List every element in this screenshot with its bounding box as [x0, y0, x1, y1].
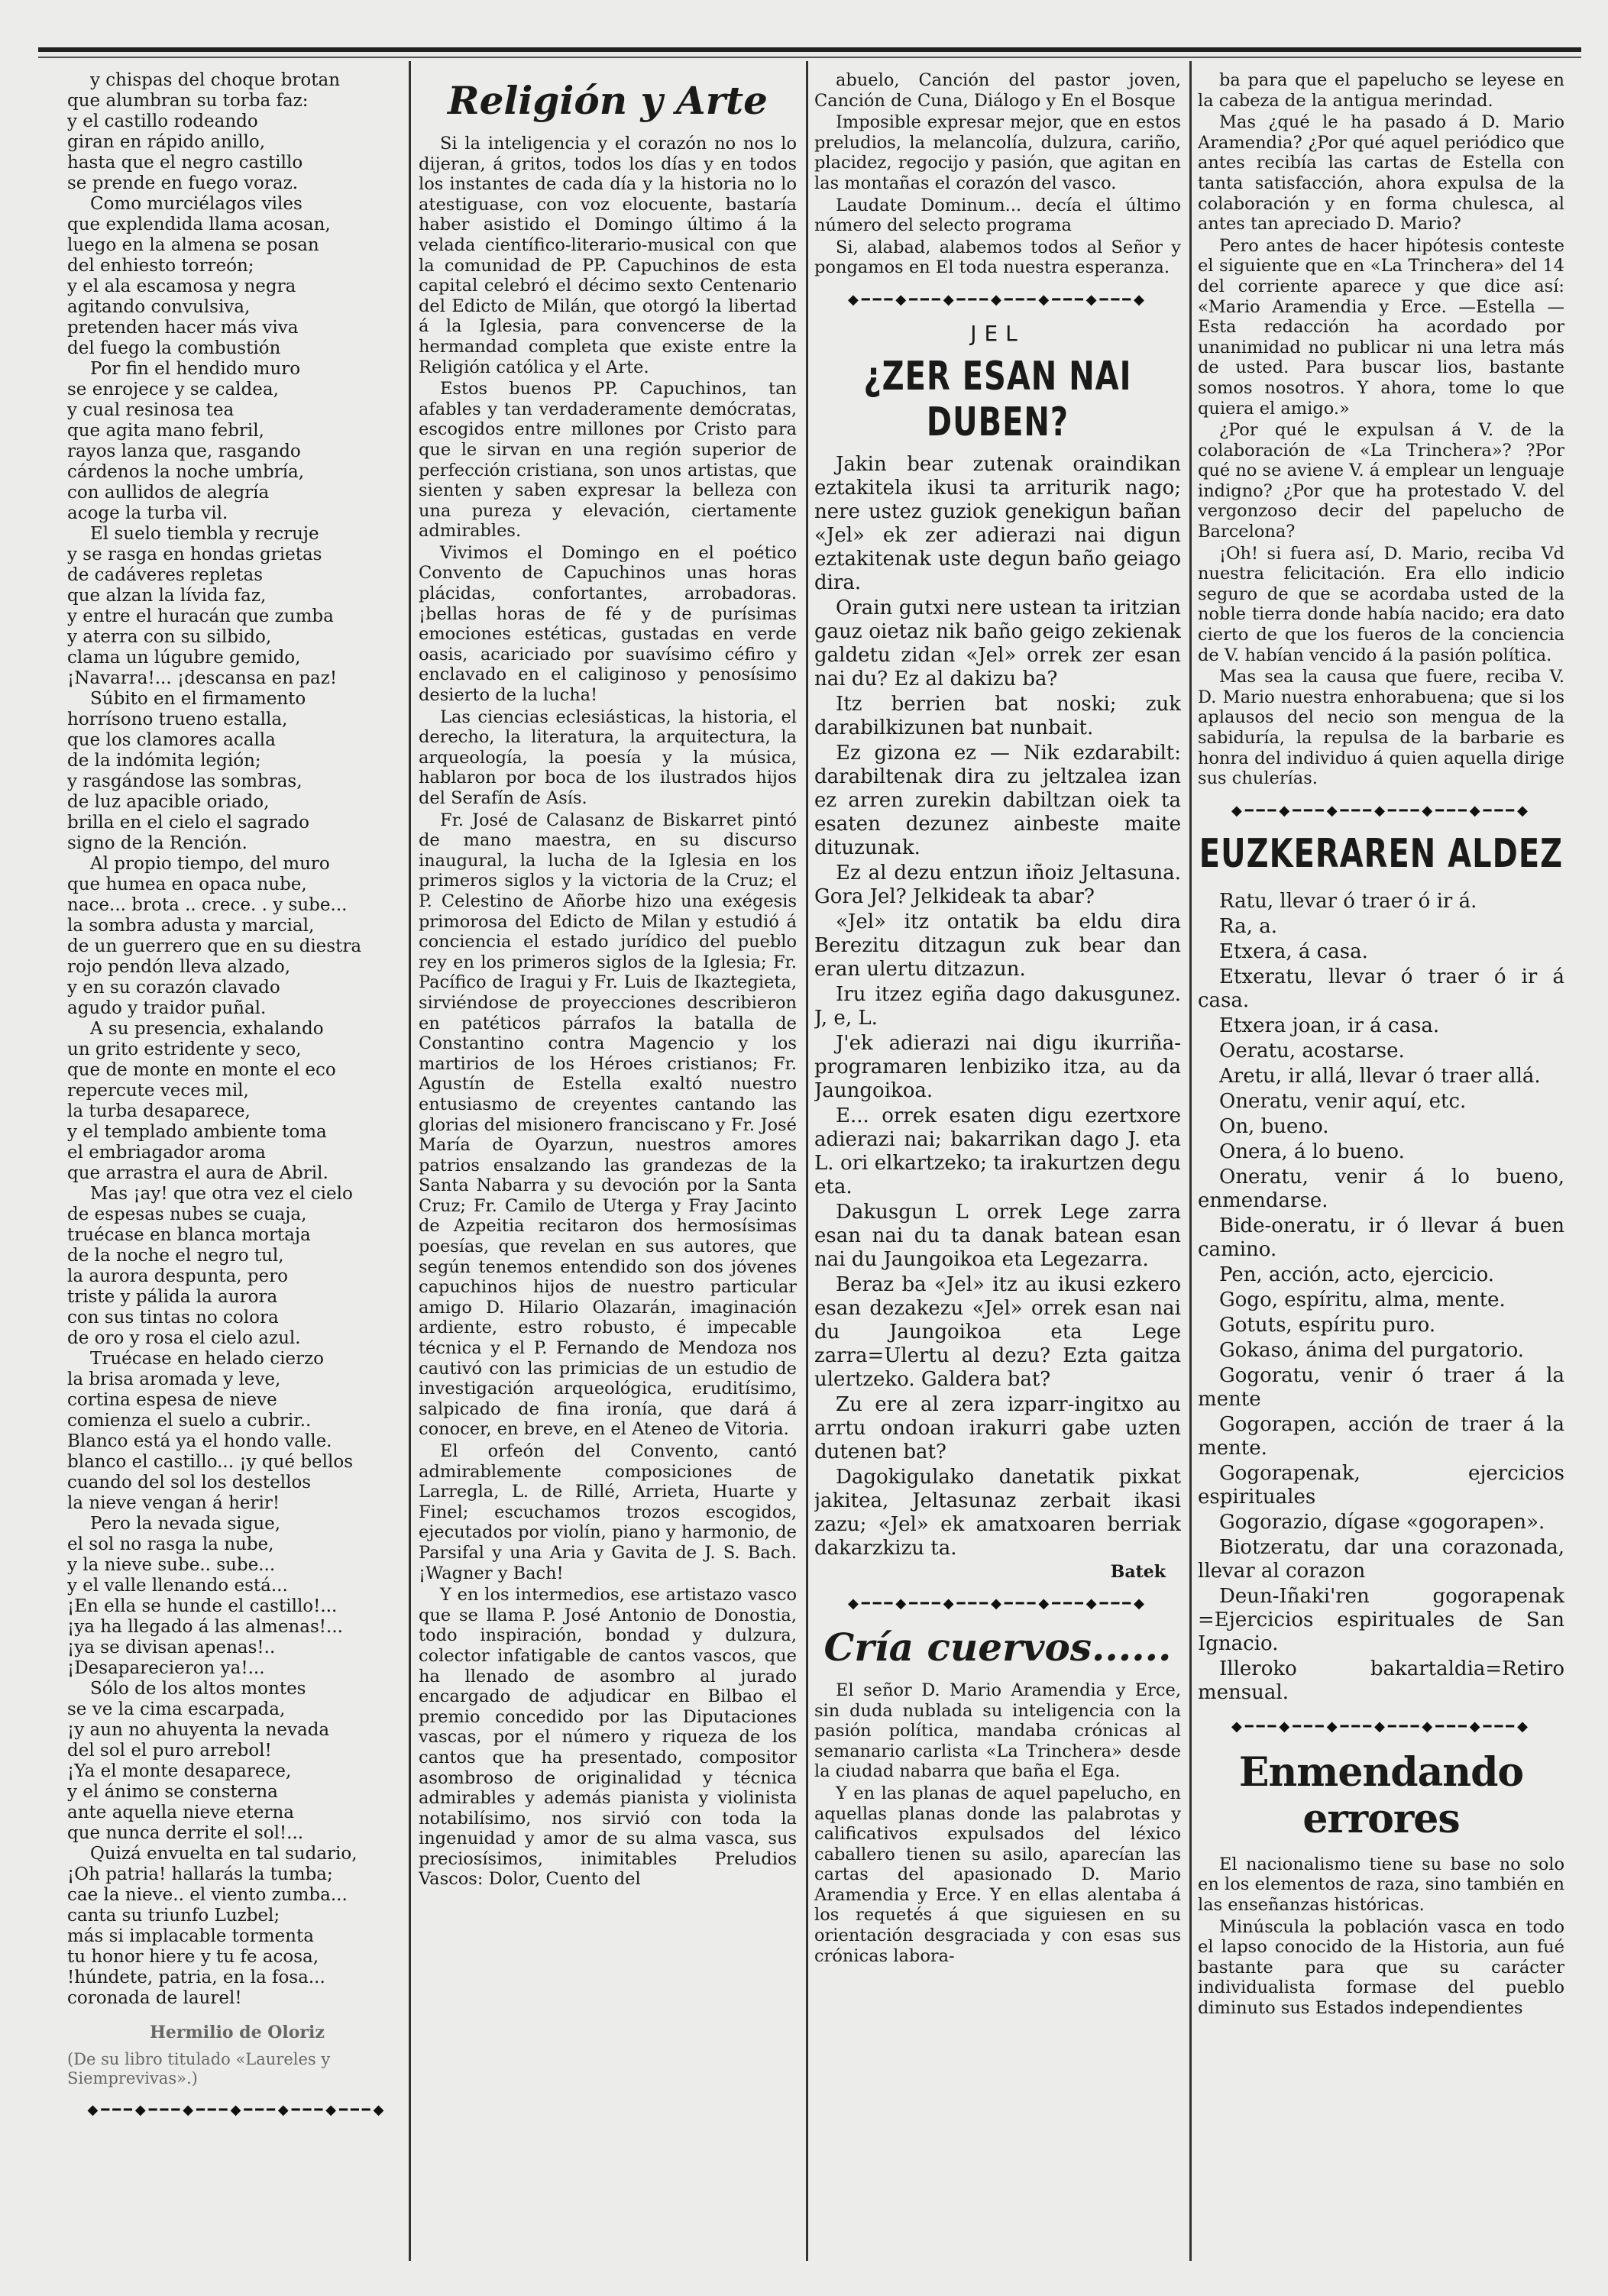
- poem-verse: que agita mano febril,: [67, 421, 264, 441]
- article-body-enmendando-errores: [1198, 1855, 1564, 2019]
- poem-verse: que nunca derrite el sol!...: [67, 1823, 304, 1843]
- paragraph: Gogo, espíritu, alma, mente.: [1219, 1288, 1506, 1311]
- ornament-divider: ◆━━━◆━━━◆━━━◆━━━◆━━━◆━━━◆: [87, 2102, 387, 2117]
- paragraph: ¡Oh! si fuera así, D. Mario, reciba Vd nuestra felicitación. Era ello indicio seguro de que se acordaba usted de la noble tierra donde había nacido; era dato cierto de que los fueros de la conciencia de V. habían vencido á la pasión política.: [1198, 543, 1564, 665]
- article-heading-zer-esan: ¿ZER ESAN NAI DUBEN?: [863, 354, 1132, 445]
- article-body-zer-esan: [814, 453, 1181, 1560]
- poem-verse: cárdenos la noche umbría,: [67, 462, 305, 482]
- paragraph: Deun-Iñaki'ren gogorapenak =Ejercicios espirituales de San Ignacio.: [1198, 1584, 1564, 1655]
- paragraph: Si la inteligencia y el corazón no nos lo dijeran, á gritos, todos los días y en todos los instantes de cada día y la historia no lo atestiguase, con voz elocuente, bastaría haber asistido el Domingo último á la velada científico-literario-musical con que la comunidad de PP. Capuchinos de esta capital celebró el décimo sexto Centenario del Edicto de Milán, que otorgó la libertad á la Iglesia, para convencerse de la hermandad completa que existe entre la Religión católica y el Arte.: [419, 134, 797, 377]
- paragraph: Fr. José de Calasanz de Biskarret pintó de mano maestra, en su discurso inaugural, la lucha de la Iglesia en los primeros siglos y la victoria de la Cruz; el P. Celestino de Añorbe hizo una exégesis primorosa del Edicto de Milan y estudió á conciencia el estado jurídico del pueblo rey en los primeros siglos de la Iglesia; Fr. Pacífico de Iragui y Fr. Luis de Ikaztegieta, sirviéndose de proyecciones describieron en patéticos párrafos la batalla de Constantino contra Magencio y los martirios de los Héroes cristianos; Fr. Agustín de Estella exaltó nuestro entusiasmo de creyentes cantando las glorias del misionero franciscano y Fr. José María de Oyarzun, nuestros amores patrios ensalzando las grandezas de la Santa Nabarra y su devoción por la Santa Cruz; Fr. Camilo de Uterga y Fray Jacinto de Azpeitia recitaron dos hermosísimas poesías, que revelan en sus autores, que según tenemos entendido son dos jóvenes capuchinos hijos de nuestro particular amigo D. Hilario Olazarán, imaginación ardiente, estro robusto, é impecable técnica y el P. Fernando de Mendoza nos cautivó con las primicias de un estudio de investigación arqueológica, eruditísimo, salpicado de fina ironía, que dará á conocer, en breve, en el Ateneo de Vitoria.: [419, 810, 797, 1440]
- poem-verse: la aurora despunta, pero: [67, 1266, 289, 1286]
- jel-column: [814, 70, 1181, 2278]
- paragraph: J'ek adierazi nai digu ikurriña-programaren lenbiziko itza, au da Jaungoikoa.: [814, 1031, 1181, 1102]
- poem-verse: ¡Oh patria! hallarás la tumba;: [67, 1864, 333, 1884]
- poem-verse: el embriagador aroma: [67, 1143, 266, 1163]
- poem-verse: horrísono trueno estalla,: [67, 710, 288, 729]
- paragraph: Y en las planas de aquel papelucho, en aquellas planas donde las palabrotas y calificativos expulsados del léxico caballero tienen su asilo, aparecían las cartas del apasionado D. Mario Aramendia y Erce. Y en ellas alentaba á los requetés á que siguiesen en su orientación desgraciada y con esas sus crónicas labora-: [814, 1783, 1181, 1966]
- poem-verse: Súbito en el firmamento: [90, 689, 306, 709]
- poem-verse: y el templado ambiente toma: [67, 1122, 327, 1142]
- paragraph: Orain gutxi nere ustean ta iritzian gauz oietaz nik baño geigo zekienak galdetu zidan «Jel» orrek zer esan nai du? Ez al dakizu ba?: [814, 596, 1181, 690]
- poem-verse: que los clamores acalla: [67, 730, 276, 750]
- poem-verse: de un guerrero que en su diestra: [67, 936, 362, 956]
- poem-verse: que humea en opaca nube,: [67, 875, 307, 894]
- poem-verse: A su presencia, exhalando: [90, 1019, 324, 1039]
- paragraph: Aretu, ir allá, llevar ó traer allá.: [1219, 1064, 1541, 1088]
- poem-verse: con aullidos de alegría: [67, 483, 270, 503]
- poem-verse: de la noche el negro tul,: [67, 1246, 284, 1266]
- poem-verse: Como murciélagos viles: [90, 194, 303, 214]
- poem-verse: pretenden hacer más viva: [67, 318, 299, 338]
- article-heading-enmendando-errores: Enmendando errores: [1238, 1748, 1524, 1842]
- poem-verse: clama un lúgubre gemido,: [67, 648, 301, 668]
- poem-verse: y aterra con su silbido,: [67, 627, 272, 647]
- paragraph: Illeroko bakartaldia=Retiro mensual.: [1198, 1657, 1564, 1704]
- paragraph: E... orrek esaten digu ezertxore adierazi nai; bakarrikan dago J. eta L. ori elkartzeko; ta irakurtzen degu eta.: [814, 1104, 1181, 1198]
- poem-verse: Por fin el hendido muro: [90, 359, 301, 379]
- poem-verse: la brisa aromada y leve,: [67, 1370, 281, 1389]
- poem-verse: la nieve vengan á herir!: [67, 1493, 280, 1513]
- poem-verse: signo de la Rención.: [67, 833, 248, 853]
- paragraph: Mas ¿qué le ha pasado á D. Mario Aramendia? ¿Por qué aquel periódico que antes recibía las cartas de Estella con tanta satisfacción, ahora expulsa de la colaboración y en forma chulesca, al antes tan apreciado D. Mario?: [1198, 112, 1564, 234]
- paragraph: Ez gizona ez — Nik ezdarabilt: darabiltenak dira zu jeltzalea izan ez arren zurekin dabiltzan oiek ta esaten dezunez ainbeste maite dituzunak.: [814, 741, 1181, 859]
- euzkera-column: [1198, 70, 1564, 2278]
- paragraph: Gogorapenak, ejercicios espirituales: [1198, 1461, 1564, 1509]
- ornament-divider: ◆━━━◆━━━◆━━━◆━━━◆━━━◆━━━◆: [1231, 802, 1531, 818]
- article-signature: Batek: [1110, 1561, 1166, 1582]
- article-continuation: [1198, 70, 1564, 789]
- poem-verse: tu honor hiere y tu fe acosa,: [67, 1947, 319, 1967]
- poem-verse: rojo pendón lleva alzado,: [67, 957, 291, 977]
- poem-verse: canta su triunfo Luzbel;: [67, 1906, 280, 1926]
- poem-verse: la sombra adusta y marcial,: [67, 916, 315, 936]
- poem-verse: cortina espesa de nieve: [67, 1390, 277, 1410]
- ornament-divider: ◆━━━◆━━━◆━━━◆━━━◆━━━◆━━━◆: [1231, 1718, 1531, 1734]
- top-rule: [38, 47, 1581, 52]
- poem-verse: de la indómita legión;: [67, 751, 261, 771]
- poem-verse: y el ánimo se consterna: [67, 1782, 278, 1802]
- paragraph: Jakin bear zutenak oraindikan eztakitela ikusi ta arriturik nago; nere ustez guziok genekigun bañan «Jel» ek zer adierazi nai digun eztakitenak uste degun baño geiago dira.: [814, 452, 1181, 594]
- paragraph: Oneratu, venir aquí, etc.: [1219, 1089, 1467, 1113]
- poem-verse: ¡Desaparecieron ya!...: [67, 1658, 265, 1678]
- paragraph: Estos buenos PP. Capuchinos, tan afables y tan verdaderamente demócratas, escogidos entre millones por Cristo para que le sirvan en una región superior de perfección cristiana, son unos artistas, que sienten y saben expresar la belleza con una pureza y elevación, ciertamente admirables.: [419, 379, 797, 542]
- article-body-religion-arte: [419, 134, 797, 1890]
- poem-verse: repercute veces mil,: [67, 1081, 249, 1101]
- article-body-euzkeraren-aldez: [1198, 890, 1564, 1705]
- paragraph: El nacionalismo tiene su base no solo en los elementos de raza, sino también en las enseñanzas históricas.: [1198, 1854, 1564, 1915]
- poem-verse: blanco el castillo... ¡y qué bellos: [67, 1452, 354, 1472]
- poem-verse: giran en rápido anillo,: [67, 132, 266, 152]
- poem-verse: coronada de laurel!: [67, 1988, 242, 2008]
- paragraph: On, bueno.: [1219, 1114, 1329, 1138]
- paragraph: Ez al dezu entzun iñoiz Jeltasuna. Gora Jel? Jelkideak ta abar?: [814, 861, 1181, 908]
- poem-verse: El suelo tiembla y recruje: [90, 524, 319, 544]
- poem-verse: de espesas nubes se cuaja,: [67, 1205, 307, 1224]
- poem-verse: comienza el suelo a cubrir..: [67, 1411, 312, 1431]
- paragraph: «Jel» itz ontatik ba eldu dira Berezitu ditzagun zuk bear dan eran ulertu ditzazun.: [814, 910, 1181, 981]
- paragraph: Oneratu, venir á lo bueno, enmendarse.: [1198, 1165, 1564, 1212]
- paragraph: Onera, á lo bueno.: [1219, 1140, 1405, 1163]
- column-divider: [409, 61, 411, 2261]
- poem-verse: más si implacable tormenta: [67, 1926, 314, 1946]
- paragraph: Etxeratu, llevar ó traer ó ir á casa.: [1198, 965, 1564, 1012]
- poem-signature: Hermilio de Oloriz: [150, 2023, 325, 2042]
- paragraph: Gogoratu, venir ó traer á la mente: [1198, 1363, 1564, 1411]
- article-continuation: [814, 70, 1181, 278]
- poem-column: [67, 70, 407, 2278]
- paragraph: El orfeón del Convento, cantó admirablemente composiciones de Larregla, L. de Rillé, Arrieta, Huarte y Finel; escuchamos trozos escogidos, ejecutados por violín, piano y harmonio, de Parsifal y una Aria y Gavita de J. S. Bach. ¡Wagner y Bach!: [419, 1441, 797, 1583]
- paragraph: Ratu, llevar ó traer ó ir á.: [1219, 889, 1477, 913]
- paragraph: Itz berrien bat noski; zuk darabilkizunen bat nunbait.: [814, 692, 1181, 739]
- poem-verse: Truécase en helado cierzo: [90, 1349, 324, 1369]
- ornament-divider: ◆━━━◆━━━◆━━━◆━━━◆━━━◆━━━◆: [848, 1595, 1147, 1611]
- paragraph: Imposible expresar mejor, que en estos preludios, la melancolía, dulzura, cariño, placidez, regocijo y pasión, que agitan en las montañas el corazón del vasco.: [814, 112, 1181, 193]
- article-heading-euzkeraren-aldez: EUZKERAREN ALDEZ: [1199, 830, 1564, 877]
- ornament-divider: ◆━━━◆━━━◆━━━◆━━━◆━━━◆━━━◆: [848, 291, 1147, 307]
- poem-verse: truécase en blanca mortaja: [67, 1225, 311, 1245]
- paragraph: Mas sea la causa que fuere, reciba V. D. Mario nuestra enhorabuena; que si los aplausos del necio son mengua de la sabiduría, la repulsa de la barbarie es honra del individuo á quien aquella dirige sus chulerías.: [1198, 667, 1564, 789]
- poem-verse: un grito estridente y seco,: [67, 1040, 302, 1059]
- religion-arte-column: [419, 70, 797, 2278]
- poem-verse: que alumbran su torba faz:: [67, 91, 309, 111]
- poem-verse: con sus tintas no colora: [67, 1308, 279, 1327]
- paragraph: Las ciencias eclesiásticas, la historia, el derecho, la literatura, la arquitectura, la arqueología, la poesía y la música, hablaron por boca de los ilustrados hijos del Serafín de Asís.: [419, 707, 797, 808]
- poem-verse: brilla en el cielo el sagrado: [67, 813, 309, 833]
- poem-verse: y rasgándose las sombras,: [67, 771, 303, 791]
- poem-verse: Al propio tiempo, del muro: [90, 854, 330, 874]
- poem-verse: del enhiesto torreón;: [67, 256, 254, 276]
- poem-verse: cae la nieve.. el viento zumba...: [67, 1885, 348, 1905]
- jel-label: JEL: [970, 320, 1025, 346]
- poem-verse: ante aquella nieve eterna: [67, 1803, 294, 1822]
- poem-verse: el sol no rasga la nube,: [67, 1534, 274, 1554]
- poem-verse: agitando convulsiva,: [67, 297, 251, 317]
- paragraph: Gokaso, ánima del purgatorio.: [1219, 1338, 1525, 1362]
- poem-verse: y el ala escamosa y negra: [67, 276, 296, 296]
- poem-verse: de oro y rosa el cielo azul.: [67, 1328, 301, 1348]
- poem-verse: ¡Ya el monte desaparece,: [67, 1761, 292, 1781]
- paragraph: Bide-oneratu, ir ó llevar á buen camino.: [1198, 1214, 1564, 1261]
- paragraph: abuelo, Canción del pastor joven, Canción de Cuna, Diálogo y En el Bosque: [814, 70, 1181, 111]
- source-note: (De su libro titulado «Laureles y Siemprevivas».): [67, 2050, 331, 2087]
- top-rule-thin: [38, 57, 1581, 58]
- article-heading-religion-arte: Religión y Arte: [448, 78, 768, 123]
- paragraph: Zu ere al zera izparr-ingitxo au arrtu ondoan irakurri gabe uzten dutenen bat?: [814, 1392, 1181, 1463]
- poem-verse: ¡ya ha llegado á las almenas!...: [67, 1617, 343, 1637]
- poem-verse: Blanco está ya el hondo valle.: [67, 1431, 332, 1451]
- column-divider: [806, 61, 808, 2261]
- poem-verse: de luz apacible oriado,: [67, 792, 270, 812]
- poem-verse: ¡ya se divisan apenas!..: [67, 1638, 276, 1657]
- paragraph: Ra, a.: [1219, 914, 1277, 938]
- paragraph: Iru itzez egiña dago dakusgunez. J, e, L.: [814, 982, 1181, 1030]
- paragraph: Minúscula la población vasca en todo el lapso conocido de la Historia, aun fué bastante para que su carácter individualista formase del pueblo diminuto sus Estados independientes: [1198, 1916, 1564, 2018]
- paragraph: Pen, acción, acto, ejercicio.: [1219, 1263, 1495, 1286]
- paragraph: ba para que el papelucho se leyese en la cabeza de la antigua merindad.: [1198, 70, 1564, 111]
- paragraph: ¿Por qué le expulsan á V. de la colaboración de «La Trinchera»? ?Por qué no se aviene V. á emplear un lenguaje indigno? ¿Por que ha protestado V. del vergonzoso decir del papelucho de Barcelona?: [1198, 420, 1564, 542]
- poem-verse: agudo y traidor puñal.: [67, 998, 267, 1018]
- poem-verse: la turba desaparece,: [67, 1101, 251, 1121]
- poem-verse: Quizá envuelta en tal sudario,: [90, 1844, 358, 1864]
- paragraph: Si, alabad, alabemos todos al Señor y pongamos en El toda nuestra esperanza.: [814, 237, 1181, 278]
- poem-verse: Mas ¡ay! que otra vez el cielo: [90, 1184, 353, 1204]
- column-divider: [1189, 61, 1192, 2261]
- poem-verse: y la nieve sube.. sube...: [67, 1555, 276, 1575]
- poem-verse: que alzan la lívida faz,: [67, 586, 267, 606]
- poem-verses: [67, 70, 407, 2009]
- poem-verse: rayos lanza que, rasgando: [67, 441, 301, 461]
- poem-verse: !húndete, patria, en la fosa...: [67, 1968, 325, 1987]
- paragraph: Oeratu, acostarse.: [1219, 1039, 1405, 1062]
- poem-verse: y entre el huracán que zumba: [67, 606, 334, 626]
- poem-verse: se prende en fuego voraz.: [67, 173, 299, 193]
- poem-verse: y en su corazón clavado: [67, 978, 280, 998]
- poem-verse: de cadáveres repletas: [67, 565, 264, 585]
- poem-verse: Sólo de los altos montes: [90, 1679, 306, 1699]
- paragraph: Laudate Dominum... decía el último número del selecto programa: [814, 195, 1181, 236]
- poem-verse: que de monte en monte el eco: [67, 1060, 336, 1080]
- poem-verse: se ve la cima escarpada,: [67, 1699, 286, 1719]
- poem-verse: nace... brota .. crece. . y sube...: [67, 895, 348, 915]
- paragraph: Beraz ba «Jel» itz au ikusi ezkero esan dezakezu «Jel» orrek esan nai du Jaungoikoa eta Lege zarra=Ulertu al dezu? Ezta gaitza ulertzeko. Galdera bat?: [814, 1273, 1181, 1391]
- poem-verse: Pero la nevada sigue,: [90, 1514, 281, 1534]
- paragraph: Dagokigulako danetatik pixkat jakitea, Jeltasunaz zerbait ikasi zazu; «Jel» ek amatxoaren berriak dakarzkizu ta.: [814, 1465, 1181, 1560]
- paragraph: El señor D. Mario Aramendia y Erce, sin duda nublada su inteligencia con la pasión política, mandaba crónicas al semanario carlista «La Trinchera» desde la ciudad nabarra que baña el Ega.: [814, 1680, 1181, 1782]
- poem-verse: del fuego la combustión: [67, 338, 281, 358]
- poem-verse: hasta que el negro castillo: [67, 153, 303, 173]
- paragraph: Etxera, á casa.: [1219, 939, 1368, 963]
- article-body-cria-cuervos: [814, 1680, 1181, 1966]
- paragraph: Y en los intermedios, ese artistazo vasco que se llama P. José Antonio de Donostia, todo inspiración, bondad y dulzura, colector infatigable de cantos vascos, que ha llenado de asombro al jurado encargado de adjudicar en Bilbao el premio concedido por las Diputaciones vascas, por el número y riqueza de los cantos que ha presentado, compositor asombroso de originalidad y técnica admirables y además pianista y violinista notabilísimo, nos sirvió con toda la ingenuidad y amor de su alma vasca, sus preciosísimos, inimitables Preludios Vascos: Dolor, Cuento del: [419, 1585, 797, 1890]
- poem-verse: y el castillo rodeando: [67, 112, 258, 131]
- poem-verse: que explendida llama acosan,: [67, 215, 331, 234]
- poem-verse: del sol el puro arrebol!: [67, 1741, 272, 1761]
- paragraph: Vivimos el Domingo en el poético Convento de Capuchinos unas horas plácidas, confortantes, arrobadoras. ¡bellas horas de fé y de purísimas emociones estéticas, gustadas en verde oasis, acariciado por suavísimo céfiro y enclavado en el caliginoso y penosísimo desierto de la lucha!: [419, 542, 797, 706]
- paragraph: Dakusgun L orrek Lege zarra esan nai du ta danak batean esan nai du Jaungoikoa eta Legezarra.: [814, 1200, 1181, 1271]
- poem-verse: ¡Navarra!... ¡descansa en paz!: [67, 668, 338, 688]
- paragraph: Gogorazio, dígase «gogorapen».: [1219, 1510, 1545, 1534]
- poem-verse: acoge la turba vil.: [67, 503, 228, 523]
- poem-verse: cuando del sol los destellos: [67, 1473, 312, 1492]
- paragraph: Biotzeratu, dar una corazonada, llevar al corazon: [1198, 1535, 1564, 1583]
- poem-verse: se enrojece y se caldea,: [67, 380, 279, 399]
- paragraph: Gotuts, espíritu puro.: [1219, 1313, 1436, 1337]
- poem-verse: que arrastra el aura de Abril.: [67, 1163, 328, 1183]
- poem-verse: ¡y aun no ahuyenta la nevada: [67, 1720, 330, 1740]
- paragraph: Gogorapen, acción de traer á la mente.: [1198, 1412, 1564, 1460]
- poem-verse: triste y pálida la aurora: [67, 1287, 278, 1307]
- poem-verse: ¡En ella se hunde el castillo!...: [67, 1596, 338, 1616]
- paragraph: Etxera joan, ir á casa.: [1219, 1014, 1440, 1037]
- poem-verse: luego en la almena se posan: [67, 235, 319, 255]
- paragraph: Pero antes de hacer hipótesis conteste el siguiente que en «La Trinchera» del 14 del corriente aparece y que dice así: «Mario Aramendia y Erce. —Estella — Esta redacción ha acordado por unanimidad no publicar ni una letra más de usted. Para buscar lios, bastante somos nosotros. Y ahora, tome lo que quiera el amigo.»: [1198, 235, 1564, 419]
- poem-verse: y el valle llenando está...: [67, 1576, 288, 1596]
- article-heading-cria-cuervos: Cría cuervos......: [823, 1624, 1172, 1670]
- poem-verse: y se rasga en hondas grietas: [67, 545, 322, 564]
- poem-verse: y cual resinosa tea: [67, 400, 235, 420]
- poem-verse: y chispas del choque brotan: [90, 70, 341, 90]
